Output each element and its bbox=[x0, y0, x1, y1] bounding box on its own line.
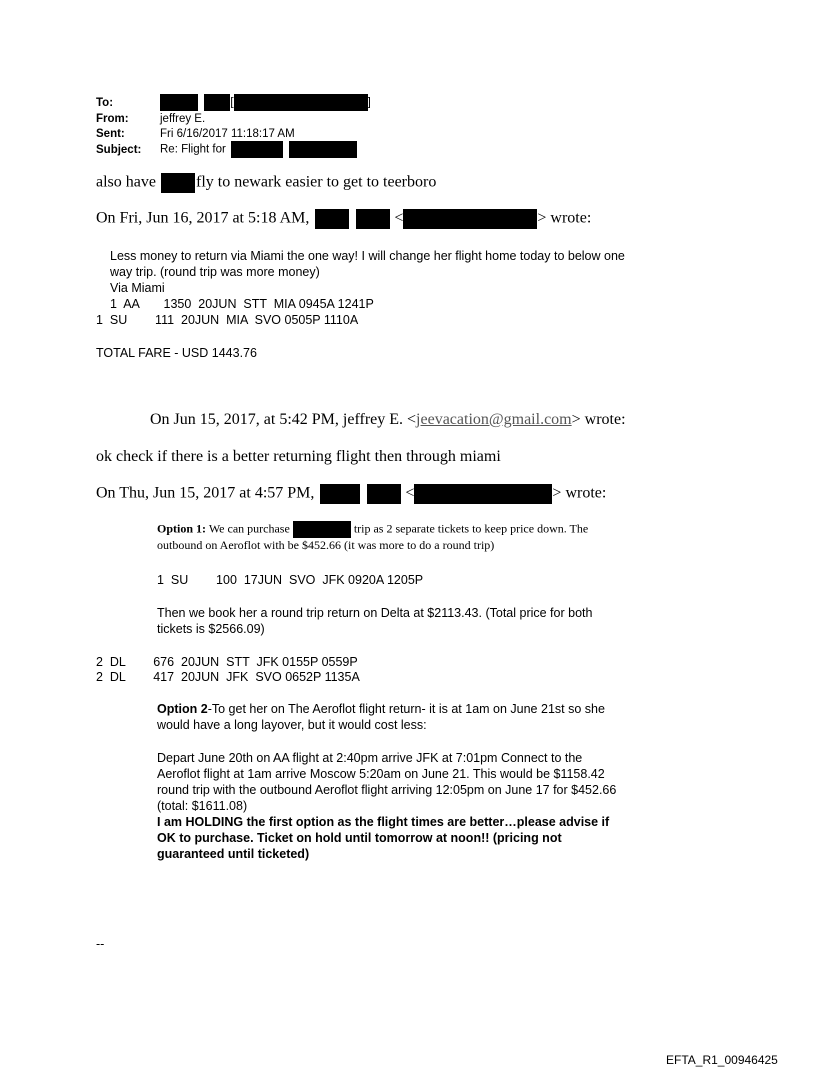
quote1-header bbox=[96, 209, 591, 229]
total-fare: TOTAL FARE - USD 1443.76 bbox=[96, 346, 257, 360]
redaction bbox=[161, 173, 195, 193]
quote1-line: Less money to return via Miami the one way! I will change her flight home today to below one bbox=[110, 249, 625, 263]
option2-paragraph bbox=[157, 701, 605, 733]
from-label: From: bbox=[96, 113, 129, 125]
option2-label: Option 2 bbox=[157, 702, 208, 716]
flight-line: 1 SU 111 20JUN MIA SVO 0505P 1110A bbox=[96, 313, 359, 327]
flight-line: 2 DL 676 20JUN STT JFK 0155P 0559P bbox=[96, 655, 358, 669]
quote3-header bbox=[96, 484, 606, 504]
depart-paragraph bbox=[157, 750, 616, 862]
quote3-wrote: > wrote: bbox=[552, 484, 607, 502]
holding-text: OK to purchase. Ticket on hold until tomorrow at noon!! (pricing not bbox=[157, 831, 562, 845]
quote1-lt: < bbox=[394, 209, 404, 227]
sent-label: Sent: bbox=[96, 128, 125, 140]
to-bracket-close: ] bbox=[367, 94, 371, 109]
quote1-line: way trip. (round trip was more money) bbox=[110, 265, 320, 279]
redaction bbox=[403, 209, 537, 229]
redaction bbox=[356, 209, 390, 229]
flight-line: 1 SU 100 17JUN SVO JFK 0920A 1205P bbox=[157, 573, 424, 587]
redaction bbox=[293, 521, 351, 538]
quote3-header-text: On Thu, Jun 15, 2017 at 4:57 PM, bbox=[96, 484, 315, 502]
flight-line: 1 AA 1350 20JUN STT MIA 0945A 1241P bbox=[110, 297, 374, 311]
redaction bbox=[320, 484, 360, 504]
reply-text-part1: also have bbox=[96, 173, 156, 191]
redaction bbox=[231, 141, 283, 158]
depart-text: (total: $1611.08) bbox=[157, 799, 248, 813]
delta-text: tickets is $2566.09) bbox=[157, 622, 265, 636]
option1-paragraph bbox=[157, 521, 588, 553]
redaction bbox=[204, 94, 230, 111]
option2-text: -To get her on The Aeroflot flight return- it is at 1am on June 21st so she bbox=[207, 702, 605, 716]
reply-text bbox=[96, 173, 436, 193]
redaction bbox=[414, 484, 552, 504]
document-id: EFTA_R1_00946425 bbox=[666, 1053, 778, 1067]
delta-text: Then we book her a round trip return on Delta at $2113.43. (Total price for both bbox=[157, 606, 593, 620]
quote1-wrote: > wrote: bbox=[537, 209, 592, 227]
subject-label: Subject: bbox=[96, 144, 142, 156]
quote2-header bbox=[150, 411, 626, 429]
option2-text: would have a long layover, but it would cost less: bbox=[157, 718, 427, 732]
option1-label: Option 1: bbox=[157, 521, 207, 536]
redaction bbox=[289, 141, 357, 158]
subject-value bbox=[160, 141, 357, 158]
quote1-header-text: On Fri, Jun 16, 2017 at 5:18 AM, bbox=[96, 209, 310, 227]
option1-text: We can purchase bbox=[208, 521, 290, 536]
subject-text: Re: Flight for bbox=[160, 143, 226, 156]
depart-text: Aeroflot flight at 1am arrive Moscow 5:20am on June 21. This would be $1158.42 bbox=[157, 767, 605, 781]
depart-text: Depart June 20th on AA flight at 2:40pm arrive JFK at 7:01pm Connect to the bbox=[157, 751, 583, 765]
quote3-lt: < bbox=[405, 484, 415, 502]
redaction bbox=[367, 484, 401, 504]
sent-value: Fri 6/16/2017 11:18:17 AM bbox=[160, 128, 295, 140]
to-bracket-open: [ bbox=[230, 94, 234, 109]
quote1-line: Via Miami bbox=[110, 281, 165, 295]
holding-text: I am HOLDING the first option as the flight times are better…please advise if bbox=[157, 815, 610, 829]
option1-text: outbound on Aeroflot with be $452.66 (it was more to do a round trip) bbox=[157, 538, 495, 552]
from-value: jeffrey E. bbox=[160, 113, 206, 125]
quote1-body bbox=[110, 248, 625, 312]
option1-text: trip as 2 separate tickets to keep price down. The bbox=[353, 521, 589, 536]
to-label: To: bbox=[96, 97, 114, 109]
email-link[interactable]: jeevacation@gmail.com bbox=[416, 411, 572, 428]
delta-paragraph bbox=[157, 605, 592, 637]
quote2-wrote: > wrote: bbox=[571, 411, 626, 428]
reply-text-part2: fly to newark easier to get to teerboro bbox=[195, 173, 437, 191]
depart-text: round trip with the outbound Aeroflot flight arriving 12:05pm on June 17 for $452.66 bbox=[157, 783, 617, 797]
redaction bbox=[315, 209, 349, 229]
redaction bbox=[234, 94, 368, 111]
quote2-header-text: On Jun 15, 2017, at 5:42 PM, jeffrey E. < bbox=[150, 411, 417, 428]
flight-line: 2 DL 417 20JUN JFK SVO 0652P 1135A bbox=[96, 670, 360, 684]
quote2-text: ok check if there is a better returning flight then through miami bbox=[96, 448, 501, 465]
to-value bbox=[160, 94, 371, 111]
signature-separator: -- bbox=[96, 937, 105, 951]
holding-text: guaranteed until ticketed) bbox=[157, 847, 310, 861]
redaction bbox=[160, 94, 198, 111]
